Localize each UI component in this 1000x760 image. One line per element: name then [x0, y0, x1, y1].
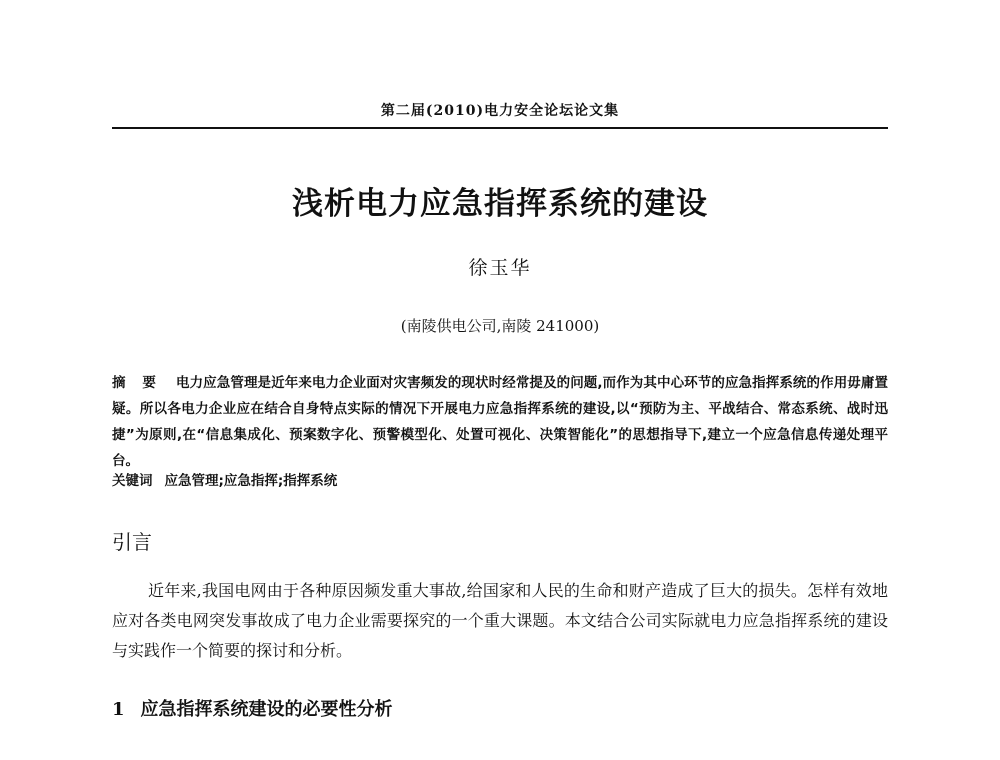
section-heading — [112, 695, 393, 721]
keywords-label: 关键词 — [112, 473, 153, 489]
section-number: 1 — [112, 699, 125, 720]
intro-paragraph: 近年来,我国电网由于各种原因频发重大事故,给国家和人民的生命和财产造成了巨大的损失。怎样有效地应对各类电网突发事故成了电力企业需要探究的一个重大课题。本文结合公司实际就电力应急指挥系统的建设与实践作一个简要的探讨和分析。 — [112, 581, 888, 660]
author-affiliation: (南陵供电公司,南陵 241000) — [400, 317, 600, 335]
header-rule — [112, 127, 888, 129]
abstract — [112, 370, 888, 474]
abstract-label: 摘 要 — [112, 375, 162, 391]
section-title: 应急指挥系统建设的必要性分析 — [140, 699, 393, 720]
abstract-text: 电力应急管理是近年来电力企业面对灾害频发的现状时经常提及的问题,而作为其中心环节的应急指挥系统的作用毋庸置疑。所以各电力企业应在结合自身特点实际的情况下开展电力应急指挥系统的建设,以“预防为主、平战结合、常态系统、战时迅捷”为原则,在“信息集成化、预案数字化、预警模型化、处置可视化、决策智能化”的思想指导下,建立一个应急信息传递处理平台。 — [112, 375, 888, 469]
author-name: 徐玉华 — [468, 257, 532, 279]
keywords — [112, 470, 888, 492]
intro-heading: 引言 — [112, 530, 152, 554]
running-head: 第二届(2010)电力安全论坛论文集 — [380, 103, 620, 119]
paper-title: 浅析电力应急指挥系统的建设 — [292, 186, 708, 222]
keywords-text: 应急管理;应急指挥;指挥系统 — [164, 473, 338, 489]
